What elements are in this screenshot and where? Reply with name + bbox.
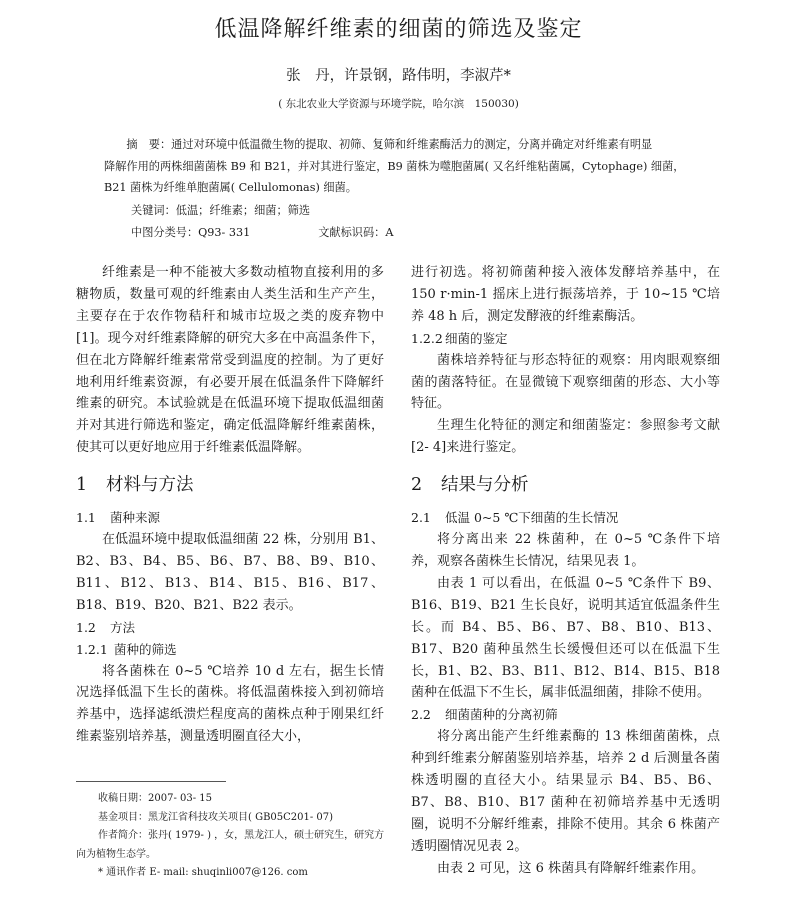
section-1-2-1-heading — [76, 639, 384, 661]
abstract-line-3: B21 菌株为纤维单胞菌属( Cellulomonas) 细菌。 — [104, 181, 357, 194]
footnotes — [76, 778, 388, 883]
section-1-1-number: 1.1 — [76, 510, 96, 526]
document-code: 文献标识码：A — [318, 225, 394, 239]
section-1-number: 1 — [76, 475, 88, 496]
section-1-2-1-text: 将各菌株在 0~5 ℃培养 10 d 左右，据生长情况选择低温下生长的菌株。将低温菌株接入到初筛培养基中，选择滤纸溃烂程度高的菌株点种于刚果红纤维素鉴别培养基，测量透明圈直径大小， — [76, 663, 384, 745]
section-2-1-paragraph-2: 由表 1 可以看出，在低温 0~5 ℃条件下 B9、B16、B19、B21 生长良好，说明其适宜低温条件生长。而 B4、B5、B6、B7、B8、B10、B13、B17、B20 菌种虽然生长缓慢但还可以在低温下生长，B1、B2、B3、B11、B12、B14、B15、B18 菌种在低温下不生长，属非低温细菌，排除不使用。 — [411, 575, 720, 701]
classification-line — [131, 222, 393, 244]
section-2-1-heading — [411, 507, 720, 529]
author-bio: 作者简介：张丹( 1979- ) ，女，黑龙江人，硕士研究生，研究方向为植物生态学。 — [76, 830, 385, 860]
authors: 张 丹，许景钢，路伟明，李淑芹* — [286, 68, 511, 84]
section-1-2-2-number: 1.2.2 — [411, 330, 443, 346]
keywords-block — [131, 200, 393, 243]
section-1-2-2-heading — [411, 328, 720, 350]
section-2-number: 2 — [411, 475, 423, 496]
section-1-2-2-paragraph-1: 菌株培养特征与形态特征的观察：用肉眼观察细菌的菌落特征。在显微镜下观察细菌的形态、大小等特征。 — [411, 352, 720, 412]
fund-project: 基金项目：黑龙江省科技攻关项目( GB05C201- 07) — [98, 811, 334, 823]
section-2-2-paragraph-1: 将分离出能产生纤维素酶的 13 株细菌菌株，点种到纤维素分解菌鉴别培养基，培养 2 d 后测量各菌株透明圈的直径大小。结果显示 B4、B5、B6、B7、B8、B10、B17 菌种在初筛培养基中无透明圈，说明不分解纤维素，排除不使用。其余 6 株菌产透明圈情况见表 2。 — [411, 729, 720, 854]
affiliation: ( 东北农业大学资源与环境学院，哈尔滨 150030) — [278, 98, 519, 110]
abstract-line-1: 摘 要：通过对环境中低温微生物的提取、初筛、复筛和纤维素酶活力的测定，分离并确定对纤维素有明显 — [126, 138, 653, 151]
clc-number: 中图分类号：Q93- 331 — [131, 225, 251, 239]
section-1-2-heading — [76, 617, 384, 639]
section-1-1-text: 在低温环境中提取低温细菌 22 株，分别用 B1、B2、B3、B4、B5、B6、B7、B8、B9、B10、B11、B12、B13、B14、B15、B16、B17、B18、B19、B20、B21、B22 表示。 — [76, 532, 384, 613]
section-1-2-1-title: 菌种的筛选 — [114, 641, 177, 657]
section-2-1-number: 2.1 — [411, 510, 431, 526]
section-1-2-1-number: 1.2.1 — [76, 641, 108, 657]
keywords: 关键词：低温；纤维素；细菌；筛选 — [131, 204, 311, 217]
section-2-2-number: 2.2 — [411, 707, 431, 723]
intro-paragraph: 纤维素是一种不能被大多数动植物直接利用的多糖物质，数量可观的纤维素由人类生活和生产产生，主要存在于农作物秸秆和城市垃圾之类的废弃物中[1]。现今对纤维素降解的研究大多在中高温条件下，但在北方降解纤维素常常受到温度的控制。为了更好地利用纤维素资源，有必要开展在低温条件下降解纤维素的研究。本试验就是在低温环境下提取低温细菌并对其进行筛选和鉴定，确定低温降解纤维素菌株，使其可以更好地应用于纤维素低温降解。 — [76, 265, 384, 456]
section-1-2-number: 1.2 — [76, 619, 96, 635]
right-column — [411, 262, 720, 880]
section-2-2-heading — [411, 704, 720, 726]
section-1-2-2-title: 细菌的鉴定 — [445, 330, 508, 346]
continued-text: 进行初选。将初筛菌种接入液体发酵培养基中，在 150 r·min-1 摇床上进行振荡培养，于 10~15 ℃培养 48 h 后，测定发酵液的纤维素酶活。 — [411, 265, 720, 324]
section-1-title: 材料与方法 — [106, 475, 194, 496]
received-date: 收稿日期：2007- 03- 15 — [98, 793, 213, 804]
section-2-title: 结果与分析 — [441, 475, 529, 496]
section-2-heading — [411, 473, 720, 497]
abstract-line-2: 降解作用的两株细菌菌株 B9 和 B21，并对其进行鉴定，B9 菌株为噬胞菌属( 又名纤维粘菌属，Cytophage) 细菌， — [104, 159, 685, 173]
section-1-1-heading — [76, 507, 384, 529]
corresponding-author: * 通讯作者 E- mail: shuqinli007@126. com — [98, 867, 308, 878]
paper-title: 低温降解纤维素的细菌的筛选及鉴定 — [214, 17, 583, 42]
section-1-heading — [76, 473, 384, 497]
section-1-2-2-paragraph-2: 生理生化特征的测定和细菌鉴定：参照参考文献[2- 4]来进行鉴定。 — [411, 418, 720, 456]
section-2-2-paragraph-2: 由表 2 可见，这 6 株菌具有降解纤维素作用。 — [437, 860, 705, 876]
abstract — [104, 134, 720, 199]
section-2-2-title: 细菌菌种的分离初筛 — [445, 707, 558, 723]
section-2-1-title: 低温 0~5 ℃下细菌的生长情况 — [445, 510, 619, 526]
section-2-1-paragraph-1: 将分离出来 22 株菌种，在 0~5 ℃条件下培养，观察各菌株生长情况，结果见表 1。 — [411, 532, 720, 569]
section-1-2-title: 方法 — [110, 619, 136, 635]
section-1-1-title: 菌种来源 — [110, 510, 161, 526]
left-column — [76, 262, 384, 748]
